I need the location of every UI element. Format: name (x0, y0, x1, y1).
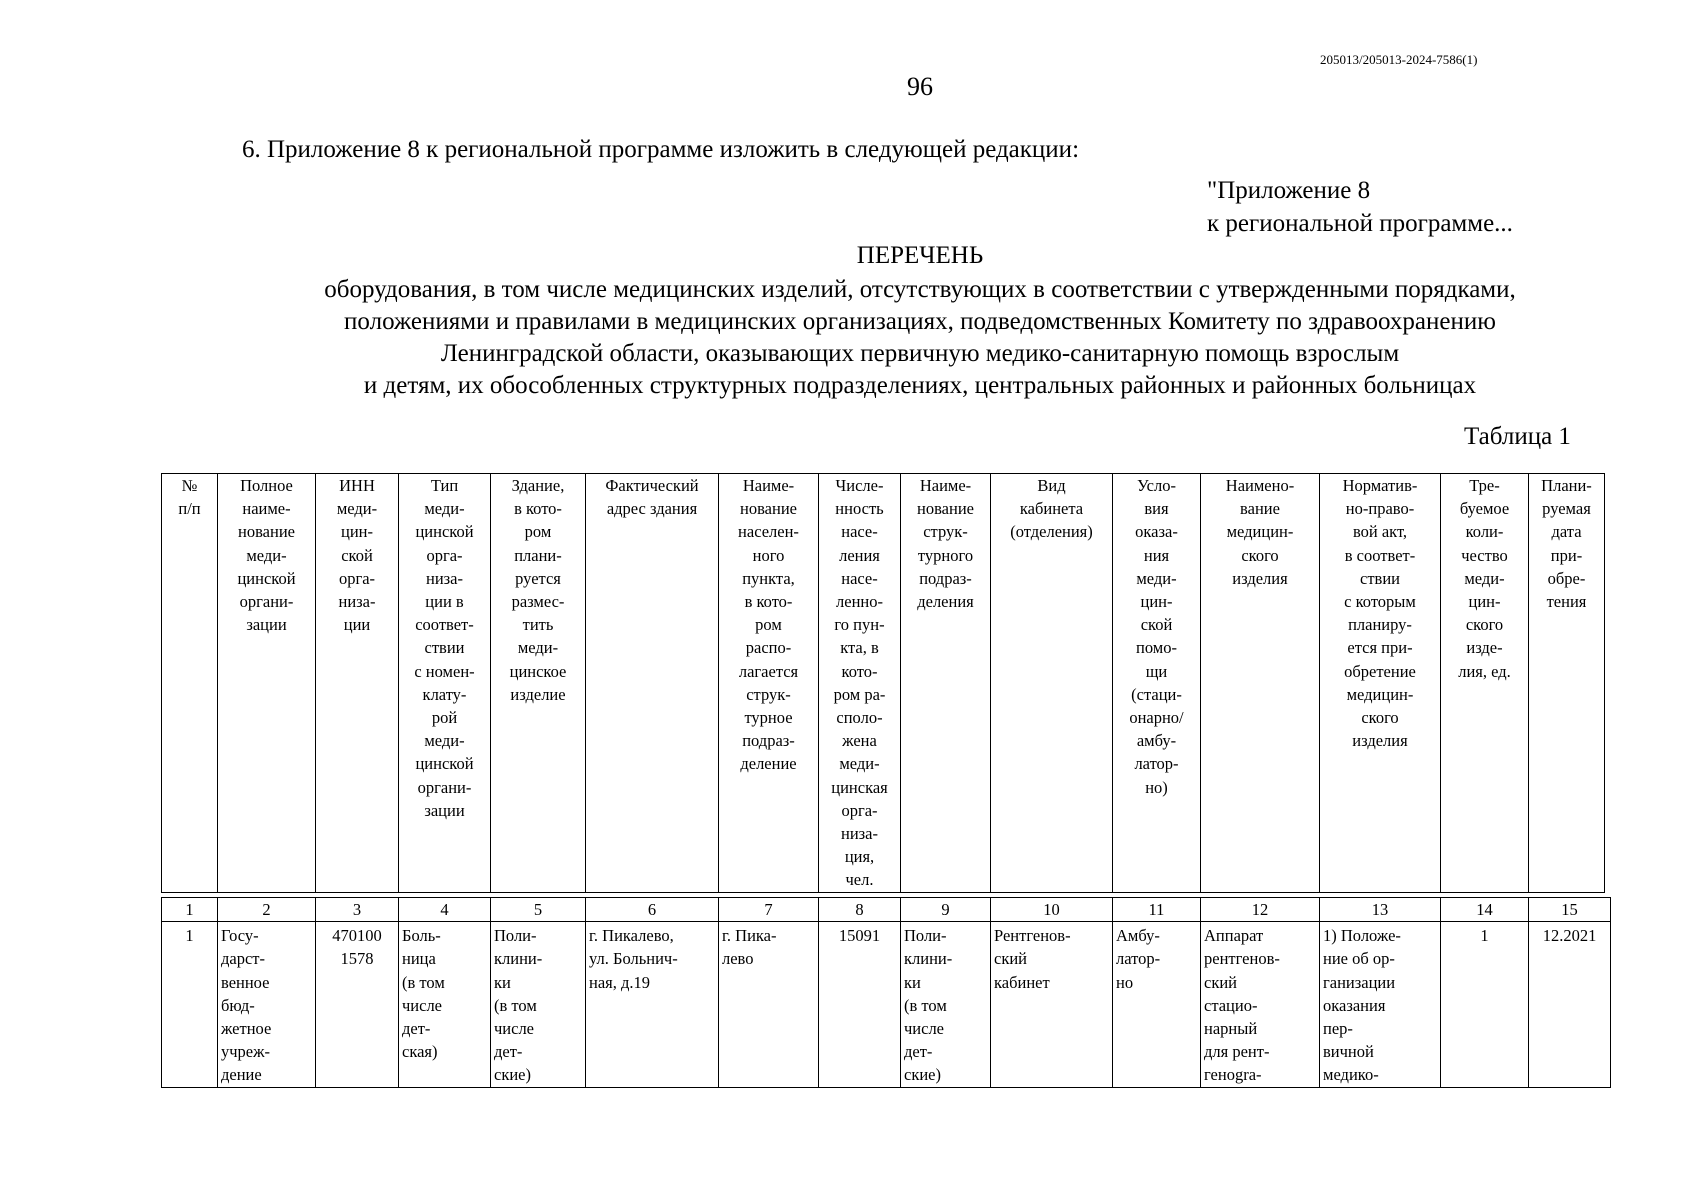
cell-text-line: дарст- (221, 949, 265, 969)
table-cell (162, 922, 218, 1087)
cell-text-line: меди- (246, 545, 287, 565)
cell-text-line: цинской (237, 568, 296, 588)
cell-text-line: ния (1143, 545, 1170, 565)
cell-text-line: ствии (1360, 568, 1400, 588)
cell-text-line: пер- (1323, 1019, 1353, 1039)
cell-text-line: числе (494, 1019, 535, 1039)
header-cell (586, 474, 719, 893)
cell-text-line: распо- (745, 638, 792, 658)
appendix-reference (1207, 174, 1513, 240)
cell-text-line: лия, ед. (1458, 661, 1511, 681)
table-cell (1113, 922, 1201, 1087)
cell-text-line: меди- (1464, 568, 1505, 588)
table-cell (1441, 922, 1529, 1087)
cell-text-line: нность (835, 499, 884, 519)
header-cell (819, 474, 901, 893)
cell-text-line: ки (904, 972, 921, 992)
cell-text-line: низа- (338, 592, 376, 612)
cell-text-line: ная, д.19 (589, 972, 651, 992)
cell-text-line: ганизации (1323, 972, 1396, 992)
cell-text-line: (стаци- (1131, 684, 1182, 704)
cell-text-line: щи (1145, 661, 1168, 681)
header-cell (1113, 474, 1201, 893)
cell-text-line: клини- (494, 949, 543, 969)
list-title: ПЕРЕЧЕНЬ (856, 242, 984, 269)
cell-text-line: кабинет (994, 972, 1050, 992)
cell-text-line: Числе- (835, 476, 884, 495)
cell-text-line: Рентгенов- (994, 926, 1071, 946)
cell-text-line: в кото- (744, 592, 793, 612)
cell-text-line: при- (1550, 545, 1583, 565)
cell-text-line: 1 (185, 926, 194, 946)
cell-text-line: цинская (831, 777, 888, 797)
cell-text-line: (в том (402, 972, 445, 992)
cell-text-line: ние об ор- (1323, 949, 1395, 969)
cell-text-line: ница (402, 949, 436, 969)
cell-text-line: Поли- (494, 926, 537, 946)
cell-text-line: цин- (1140, 592, 1173, 612)
header-cell (991, 474, 1113, 893)
cell-text-line: вой акт, (1352, 522, 1408, 542)
cell-text-line: населен- (738, 522, 799, 542)
cell-text-line: дата (1551, 522, 1582, 542)
cell-text-line: но-право- (1345, 499, 1415, 519)
cell-text-line: Боль- (402, 926, 441, 946)
header-cell (162, 474, 218, 893)
cell-text-line: тить (522, 615, 554, 635)
cell-text-line: Тре- (1469, 476, 1500, 495)
cell-text-line: в соответ- (1344, 545, 1416, 565)
table-cell (1529, 922, 1611, 1087)
cell-text-line: тения (1546, 592, 1587, 612)
cell-text-line: органи- (239, 592, 294, 612)
cell-text-line: ского (1465, 615, 1504, 635)
cell-text-line: 1 (1480, 926, 1489, 946)
cell-text-line: чество (1461, 545, 1508, 565)
list-subtitle-line: оборудования, в том числе медицинских изделий, отсутствующих в соответствии с утвержденными порядками, (324, 276, 1516, 303)
cell-text-line: ного (752, 545, 785, 565)
cell-text-line: с которым (1344, 592, 1416, 612)
cell-text-line: нование (740, 499, 797, 519)
column-number-cell: 12 (1201, 898, 1320, 922)
cell-text-line: изделия (1232, 568, 1288, 588)
cell-text-line: кта, в (840, 638, 879, 658)
cell-text-line: изде- (1466, 638, 1503, 658)
cell-text-line: амбу- (1136, 731, 1177, 751)
header-cell (1529, 474, 1605, 893)
cell-text-line: Усло- (1136, 476, 1176, 495)
cell-text-line: зации (246, 615, 287, 635)
table-cell (819, 922, 901, 1087)
cell-text-line: меди- (336, 499, 378, 519)
document-id: 205013/205013-2024-7586(1) (1320, 52, 1478, 67)
cell-text-line: Вид (1037, 476, 1066, 495)
page-number: 96 (907, 72, 933, 101)
cell-text-line: (в том (494, 995, 537, 1015)
header-cell (1201, 474, 1320, 893)
cell-text-line: Госу- (221, 926, 259, 946)
column-number-cell: 13 (1320, 898, 1441, 922)
cell-text-line: ул. Больнич- (589, 949, 678, 969)
column-number-cell: 4 (399, 898, 491, 922)
cell-text-line: Здание, (511, 476, 565, 495)
cell-text-line: ской (1140, 615, 1173, 635)
table-row (162, 922, 1611, 1087)
cell-text-line: меди- (517, 638, 559, 658)
list-subtitle (230, 274, 1610, 402)
cell-text-line: ром (755, 615, 782, 635)
cell-text-line: орга- (841, 800, 878, 820)
table-cell (1201, 922, 1320, 1087)
cell-text-line: цинской (415, 522, 474, 542)
cell-text-line: генogra- (1204, 1065, 1262, 1085)
table-label: Таблица 1 (1464, 423, 1571, 450)
column-number-row (162, 898, 1611, 922)
cell-text-line: орга- (426, 545, 463, 565)
cell-text-line: оказания (1323, 995, 1386, 1015)
cell-text-line: числе (402, 995, 443, 1015)
list-subtitle-line: и детям, их обособленных структурных подразделениях, центральных районных и районных больницах (363, 372, 1477, 399)
cell-text-line: ция, (844, 847, 875, 867)
cell-text-line: клини- (904, 949, 953, 969)
cell-text-line: лево (722, 949, 754, 969)
cell-text-line: кабинета (1019, 499, 1084, 519)
cell-text-line: руемая (1542, 499, 1591, 519)
cell-text-line: чел. (845, 870, 874, 890)
cell-text-line: наиме- (242, 499, 291, 519)
cell-text-line: рентгенов- (1204, 949, 1280, 969)
cell-text-line: обретение (1344, 661, 1416, 681)
cell-text-line: онарно/ (1129, 708, 1184, 728)
cell-text-line: Поли- (904, 926, 947, 946)
cell-text-line: нование (917, 499, 974, 519)
cell-text-line: цинское (509, 661, 567, 681)
cell-text-line: насе- (841, 568, 878, 588)
instruction-paragraph: 6. Приложение 8 к региональной программе изложить в следующей редакции: (242, 136, 1080, 163)
header-cell (491, 474, 586, 893)
table-cell (316, 922, 399, 1087)
cell-text-line: органи- (417, 777, 472, 797)
cell-text-line: ется при- (1347, 638, 1413, 658)
table-cell (491, 922, 586, 1087)
cell-text-line: венное (221, 972, 270, 992)
cell-text-line: ром (524, 522, 552, 542)
cell-text-line: лагается (738, 661, 799, 681)
cell-text-line: коли- (1465, 522, 1504, 542)
cell-text-line: 1) Положе- (1323, 926, 1401, 946)
cell-text-line: деления (917, 592, 974, 612)
cell-text-line: рой (431, 708, 458, 728)
cell-text-line: буемое (1459, 499, 1510, 519)
column-number-cell: 2 (218, 898, 316, 922)
cell-text-line: ции в (425, 592, 464, 612)
cell-text-line: ская) (402, 1042, 438, 1062)
cell-text-line: струк- (746, 684, 791, 704)
cell-text-line: изделие (510, 684, 566, 704)
cell-text-line: ские) (494, 1065, 531, 1085)
appendix-reference-line: "Приложение 8 (1207, 177, 1371, 204)
column-number-cell: 1 (162, 898, 218, 922)
cell-text-line: го пун- (834, 615, 885, 635)
cell-text-line: Амбу- (1116, 926, 1160, 946)
cell-text-line: но) (1145, 777, 1168, 797)
header-cell (218, 474, 316, 893)
column-number-cell: 14 (1441, 898, 1529, 922)
cell-text-line: меди- (424, 499, 465, 519)
table-cell (901, 922, 991, 1087)
cell-text-line: учреж- (221, 1042, 271, 1062)
cell-text-line: но (1116, 972, 1134, 992)
cell-text-line: г. Пика- (722, 926, 777, 946)
cell-text-line: жена (842, 731, 877, 751)
cell-text-line: зации (424, 800, 465, 820)
cell-text-line: ский (994, 949, 1027, 969)
cell-text-line: нование (238, 522, 295, 542)
table-cell (218, 922, 316, 1087)
cell-text-line: в кото- (514, 499, 562, 519)
cell-text-line: ствии (424, 638, 465, 658)
cell-text-line: 470100 (332, 926, 382, 946)
cell-text-line: Плани- (1541, 476, 1592, 495)
table-cell (586, 922, 719, 1087)
table-cell (991, 922, 1113, 1087)
cell-text-line: 12.2021 (1542, 926, 1597, 946)
cell-text-line: п/п (178, 499, 201, 519)
cell-text-line: ром ра- (833, 684, 886, 704)
cell-text-line: ИНН (339, 476, 375, 495)
cell-text-line: для рент- (1204, 1042, 1270, 1062)
cell-text-line: изделия (1352, 731, 1408, 751)
cell-text-line: медицин- (1346, 684, 1414, 704)
cell-text-line: бюд- (221, 995, 255, 1015)
cell-text-line: дет- (904, 1042, 933, 1062)
cell-text-line: латор- (1116, 949, 1161, 969)
cell-text-line: жетное (221, 1019, 272, 1039)
cell-text-line: Аппарат (1204, 926, 1264, 946)
header-cell (1320, 474, 1441, 893)
cell-text-line: ский (1204, 972, 1237, 992)
cell-text-line: Полное (240, 476, 293, 495)
cell-text-line: орга- (338, 568, 376, 588)
cell-text-line: латор- (1134, 754, 1179, 774)
cell-text-line: ские) (904, 1065, 941, 1085)
cell-text-line: дет- (402, 1019, 431, 1039)
cell-text-line: цинской (415, 754, 474, 774)
cell-text-line: (отделения) (1010, 522, 1093, 542)
cell-text-line: вия (1144, 499, 1169, 519)
column-number-cell: 3 (316, 898, 399, 922)
cell-text-line: ского (1241, 545, 1279, 565)
cell-text-line: руется (515, 568, 561, 588)
cell-text-line: Наиме- (742, 476, 795, 495)
cell-text-line: Фактический (605, 476, 699, 495)
column-number-cell: 6 (586, 898, 719, 922)
cell-text-line: с номен- (414, 661, 475, 681)
header-cell (316, 474, 399, 893)
cell-text-line: плани- (514, 545, 562, 565)
cell-text-line: адрес здания (606, 499, 698, 519)
cell-text-line: нарный (1204, 1019, 1258, 1039)
header-cell (719, 474, 819, 893)
cell-text-line: споло- (836, 708, 883, 728)
cell-text-line: меди- (1136, 568, 1177, 588)
cell-text-line: цин- (341, 522, 373, 542)
cell-text-line: размес- (511, 592, 565, 612)
cell-text-line: № (181, 476, 198, 495)
cell-text-line: 15091 (838, 926, 881, 946)
cell-text-line: стацио- (1204, 995, 1258, 1015)
cell-text-line: 1578 (340, 949, 374, 969)
cell-text-line: вичной (1323, 1042, 1374, 1062)
cell-text-line: ки (494, 972, 511, 992)
table-cell (399, 922, 491, 1087)
appendix-reference-line: к региональной программе... (1207, 210, 1513, 237)
cell-text-line: Наиме- (919, 476, 972, 495)
cell-text-line: планиру- (1348, 615, 1412, 635)
cell-text-line: Наимено- (1225, 476, 1295, 495)
cell-text-line: вание (1240, 499, 1280, 519)
cell-text-line: струк- (923, 522, 968, 542)
cell-text-line: клату- (422, 684, 467, 704)
cell-text-line: дение (221, 1065, 262, 1085)
cell-text-line: соответ- (415, 615, 474, 635)
cell-text-line: деление (740, 754, 797, 774)
cell-text-line: подраз- (742, 731, 795, 751)
cell-text-line: ской (341, 545, 373, 565)
column-number-cell: 11 (1113, 898, 1201, 922)
column-number-cell: 5 (491, 898, 586, 922)
cell-text-line: Тип (430, 476, 459, 495)
cell-text-line: ленно- (836, 592, 883, 612)
column-number-cell: 8 (819, 898, 901, 922)
cell-text-line: медико- (1323, 1065, 1379, 1085)
column-number-cell: 10 (991, 898, 1113, 922)
cell-text-line: медицин- (1226, 522, 1294, 542)
cell-text-line: турное (744, 708, 793, 728)
cell-text-line: низа- (841, 824, 878, 844)
cell-text-line: кото- (841, 661, 878, 681)
cell-text-line: Норматив- (1342, 476, 1418, 495)
cell-text-line: цин- (1468, 592, 1501, 612)
table-cell (1320, 922, 1441, 1087)
cell-text-line: дет- (494, 1042, 523, 1062)
header-row (162, 474, 1605, 893)
cell-text-line: ского (1361, 708, 1399, 728)
cell-text-line: низа- (426, 568, 463, 588)
cell-text-line: оказа- (1135, 522, 1178, 542)
cell-text-line: меди- (424, 731, 465, 751)
header-cell (1441, 474, 1529, 893)
cell-text-line: помо- (1136, 638, 1177, 658)
column-number-cell: 7 (719, 898, 819, 922)
column-number-cell: 9 (901, 898, 991, 922)
cell-text-line: обре- (1547, 568, 1586, 588)
column-number-cell: 15 (1529, 898, 1611, 922)
cell-text-line: меди- (839, 754, 880, 774)
cell-text-line: подраз- (919, 568, 972, 588)
cell-text-line: насе- (841, 522, 878, 542)
header-cell (901, 474, 991, 893)
list-subtitle-line: Ленинградской области, оказывающих первичную медико-санитарную помощь взрослым (440, 340, 1400, 367)
equipment-table-header (161, 473, 1605, 893)
header-cell (399, 474, 491, 893)
cell-text-line: (в том (904, 995, 947, 1015)
cell-text-line: числе (904, 1019, 945, 1039)
list-subtitle-line: положениями и правилами в медицинских организациях, подведомственных Комитету по здравоохранению (344, 308, 1496, 335)
cell-text-line: ции (343, 615, 371, 635)
cell-text-line: турного (917, 545, 974, 565)
equipment-table-body (161, 897, 1611, 1088)
cell-text-line: ления (839, 545, 880, 565)
table-cell (719, 922, 819, 1087)
cell-text-line: пункта, (742, 568, 795, 588)
cell-text-line: г. Пикалево, (589, 926, 674, 946)
